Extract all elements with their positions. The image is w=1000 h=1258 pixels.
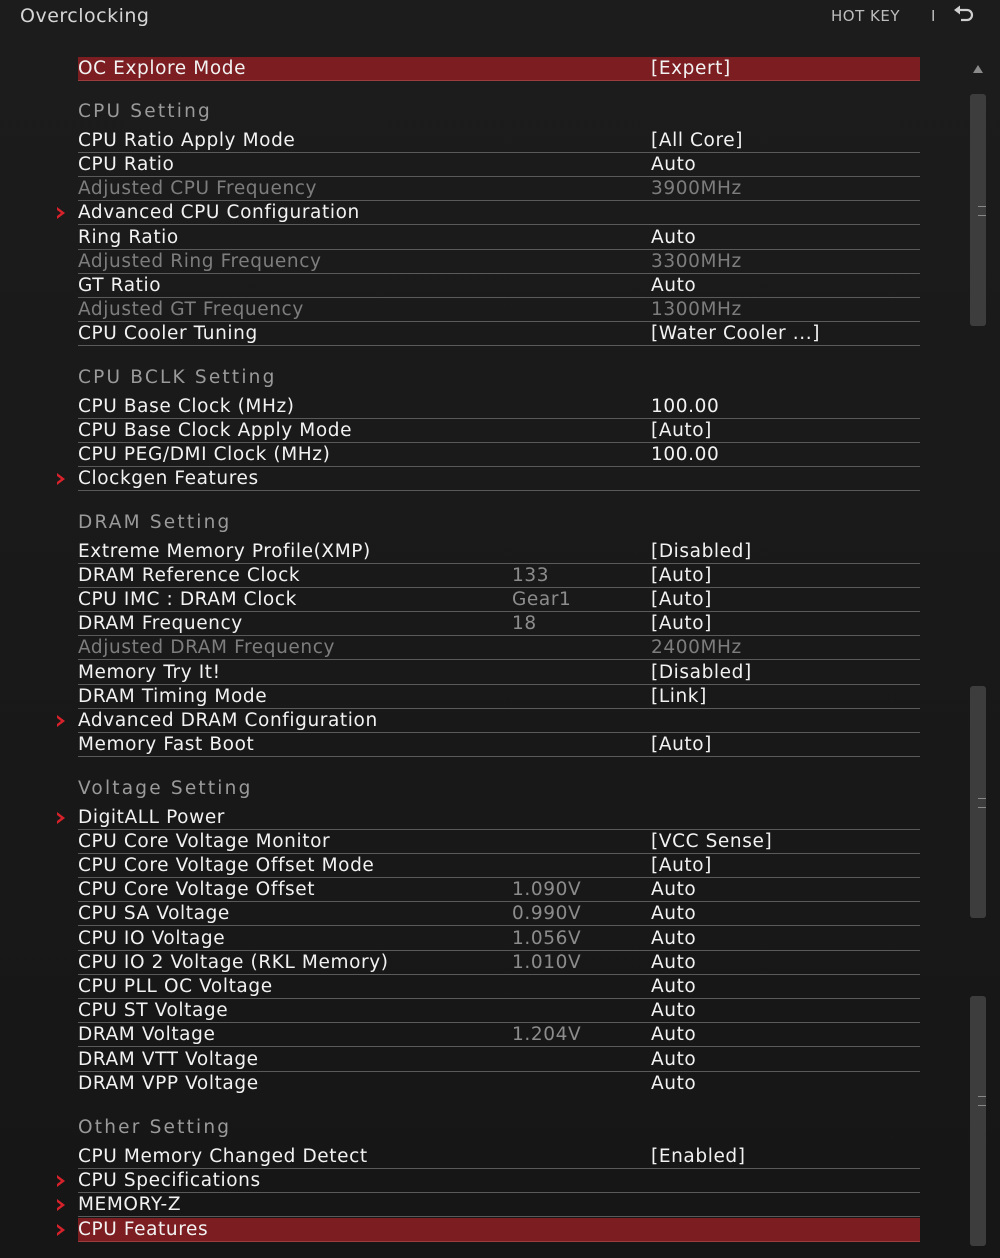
row-ring-ratio[interactable]: [78, 226, 920, 250]
row-value: [Auto]: [651, 589, 712, 610]
row-cpu-imc-dram-clock[interactable]: [78, 588, 920, 612]
row-cpu-core-voltage-offset[interactable]: [78, 878, 920, 902]
section-dram-setting: DRAM Setting: [78, 512, 232, 533]
scroll-grip-icon: [978, 798, 986, 808]
row-value: Auto: [651, 903, 697, 924]
row-cpu-features[interactable]: [78, 1218, 920, 1242]
row-label: CPU ST Voltage: [78, 1000, 229, 1021]
row-value: Auto: [651, 976, 697, 997]
row-label: CPU PLL OC Voltage: [78, 976, 273, 997]
row-value: Auto: [651, 879, 697, 900]
submenu-arrow-icon: [54, 472, 68, 486]
row-label: Extreme Memory Profile(XMP): [78, 541, 371, 562]
row-label: GT Ratio: [78, 275, 162, 296]
row-value: [Auto]: [651, 565, 712, 586]
submenu-arrow-icon: [54, 206, 68, 220]
row-label: DRAM Timing Mode: [78, 686, 268, 707]
row-label: CPU Base Clock (MHz): [78, 396, 295, 417]
row-current-value: Gear1: [512, 589, 572, 610]
row-current-value: 1.090V: [512, 879, 582, 900]
row-label: CPU Features: [78, 1219, 209, 1240]
row-label: Clockgen Features: [78, 468, 259, 489]
row-cpu-base-clock-apply-mode[interactable]: [78, 419, 920, 443]
row-cpu-ratio-apply-mode[interactable]: [78, 129, 920, 153]
row-label: DRAM VPP Voltage: [78, 1073, 259, 1094]
row-dram-frequency[interactable]: [78, 612, 920, 636]
row-current-value: 1.010V: [512, 952, 582, 973]
row-cpu-io2-voltage[interactable]: [78, 951, 920, 975]
submenu-arrow-icon: [54, 1174, 68, 1188]
row-value: [Expert]: [651, 58, 731, 79]
row-value: 100.00: [651, 444, 720, 465]
row-oc-explore-mode[interactable]: [78, 57, 920, 81]
row-value: Auto: [651, 952, 697, 973]
row-dram-vpp-voltage[interactable]: [78, 1072, 920, 1095]
row-cpu-base-clock[interactable]: [78, 395, 920, 419]
row-current-value: 18: [512, 613, 537, 634]
row-label: CPU Core Voltage Offset Mode: [78, 855, 375, 876]
row-label: Adjusted Ring Frequency: [78, 251, 322, 272]
row-cpu-peg-dmi-clock[interactable]: [78, 443, 920, 467]
row-value: 100.00: [651, 396, 720, 417]
row-value: Auto: [651, 227, 697, 248]
row-current-value: 1.056V: [512, 928, 582, 949]
section-cpu-bclk-setting: CPU BCLK Setting: [78, 367, 277, 388]
row-value: Auto: [651, 1000, 697, 1021]
page-title: Overclocking: [20, 5, 150, 27]
row-dram-timing-mode[interactable]: [78, 685, 920, 709]
row-value: [Auto]: [651, 734, 712, 755]
row-advanced-cpu-configuration[interactable]: [78, 201, 920, 225]
row-adjusted-dram-frequency: [78, 636, 920, 660]
row-label: DigitALL Power: [78, 807, 226, 828]
row-current-value: 1.204V: [512, 1024, 582, 1045]
row-label: CPU Core Voltage Monitor: [78, 831, 331, 852]
row-cpu-core-voltage-monitor[interactable]: [78, 830, 920, 854]
row-dram-reference-clock[interactable]: [78, 564, 920, 588]
row-label: CPU Ratio: [78, 154, 175, 175]
hotkey-button[interactable]: HOT KEY: [831, 7, 900, 25]
section-other-setting: Other Setting: [78, 1117, 232, 1138]
row-value: 2400MHz: [651, 637, 742, 658]
row-label: DRAM Reference Clock: [78, 565, 301, 586]
row-value: [VCC Sense]: [651, 831, 773, 852]
row-value: [Auto]: [651, 420, 712, 441]
row-value: 1300MHz: [651, 299, 742, 320]
row-label: CPU Cooler Tuning: [78, 323, 258, 344]
row-value: [Enabled]: [651, 1146, 746, 1167]
row-memory-z[interactable]: [78, 1193, 920, 1217]
row-current-value: 133: [512, 565, 550, 586]
row-cpu-cooler-tuning[interactable]: [78, 322, 920, 346]
row-label: CPU Core Voltage Offset: [78, 879, 316, 900]
row-label: Advanced CPU Configuration: [78, 202, 360, 223]
row-label: OC Explore Mode: [78, 58, 247, 79]
row-label: CPU SA Voltage: [78, 903, 230, 924]
row-value: [Disabled]: [651, 541, 752, 562]
row-memory-try-it[interactable]: [78, 661, 920, 685]
title-separator: I: [931, 7, 936, 25]
section-voltage-setting: Voltage Setting: [78, 778, 253, 799]
row-label: Adjusted DRAM Frequency: [78, 637, 336, 658]
submenu-arrow-icon: [54, 1198, 68, 1212]
row-label: CPU IO 2 Voltage (RKL Memory): [78, 952, 389, 973]
scrollbar-thumb-middle[interactable]: [970, 686, 986, 918]
row-label: MEMORY-Z: [78, 1194, 182, 1215]
row-value: [Auto]: [651, 613, 712, 634]
row-label: CPU IMC : DRAM Clock: [78, 589, 297, 610]
row-cpu-core-voltage-offset-mode[interactable]: [78, 854, 920, 878]
scroll-grip-icon: [978, 206, 986, 216]
row-value: Auto: [651, 154, 697, 175]
row-label: Memory Try It!: [78, 662, 221, 683]
submenu-arrow-icon: [54, 1223, 68, 1237]
row-cpu-st-voltage[interactable]: [78, 999, 920, 1023]
section-cpu-setting: CPU Setting: [78, 101, 212, 122]
row-cpu-sa-voltage[interactable]: [78, 902, 920, 926]
row-label: CPU Specifications: [78, 1170, 261, 1191]
submenu-arrow-icon: [54, 811, 68, 825]
row-adjusted-gt-frequency: [78, 298, 920, 322]
row-adjusted-cpu-frequency: [78, 177, 920, 201]
row-label: Adjusted CPU Frequency: [78, 178, 318, 199]
row-digitall-power[interactable]: [78, 806, 920, 830]
row-label: Advanced DRAM Configuration: [78, 710, 378, 731]
submenu-arrow-icon: [54, 714, 68, 728]
row-label: DRAM Voltage: [78, 1024, 216, 1045]
row-current-value: 0.990V: [512, 903, 582, 924]
row-clockgen-features[interactable]: [78, 467, 920, 491]
row-value: [Water Cooler ...]: [651, 323, 821, 344]
row-value: Auto: [651, 1024, 697, 1045]
row-value: Auto: [651, 928, 697, 949]
scroll-up-arrow-icon[interactable]: [972, 64, 984, 74]
row-cpu-pll-oc-voltage[interactable]: [78, 975, 920, 999]
scrollbar-thumb-top[interactable]: [970, 94, 986, 326]
row-label: CPU PEG/DMI Clock (MHz): [78, 444, 331, 465]
row-cpu-specifications[interactable]: [78, 1169, 920, 1193]
row-value: Auto: [651, 275, 697, 296]
row-label: DRAM Frequency: [78, 613, 243, 634]
row-label: CPU IO Voltage: [78, 928, 226, 949]
row-value: [Disabled]: [651, 662, 752, 683]
row-memory-fast-boot[interactable]: [78, 733, 920, 757]
row-label: CPU Memory Changed Detect: [78, 1146, 368, 1167]
row-advanced-dram-configuration[interactable]: [78, 709, 920, 733]
row-value: 3900MHz: [651, 178, 742, 199]
row-value: Auto: [651, 1073, 697, 1094]
row-value: [All Core]: [651, 130, 744, 151]
row-gt-ratio[interactable]: [78, 274, 920, 298]
row-dram-vtt-voltage[interactable]: [78, 1048, 920, 1072]
row-cpu-io-voltage[interactable]: [78, 927, 920, 951]
row-value: [Link]: [651, 686, 707, 707]
scrollbar-thumb-bottom[interactable]: [970, 996, 986, 1246]
row-value: Auto: [651, 1049, 697, 1070]
row-cpu-memory-changed-detect[interactable]: [78, 1145, 920, 1169]
row-label: CPU Ratio Apply Mode: [78, 130, 296, 151]
row-label: CPU Base Clock Apply Mode: [78, 420, 353, 441]
row-cpu-ratio[interactable]: [78, 153, 920, 177]
row-value: [Auto]: [651, 855, 712, 876]
row-label: Memory Fast Boot: [78, 734, 255, 755]
row-value: 3300MHz: [651, 251, 742, 272]
row-label: Ring Ratio: [78, 227, 179, 248]
row-adjusted-ring-frequency: [78, 250, 920, 274]
row-label: DRAM VTT Voltage: [78, 1049, 259, 1070]
scrollbar[interactable]: [966, 56, 990, 1252]
scroll-grip-icon: [978, 1096, 986, 1106]
row-label: Adjusted GT Frequency: [78, 299, 304, 320]
row-xmp[interactable]: [78, 540, 920, 564]
row-dram-voltage[interactable]: [78, 1023, 920, 1047]
